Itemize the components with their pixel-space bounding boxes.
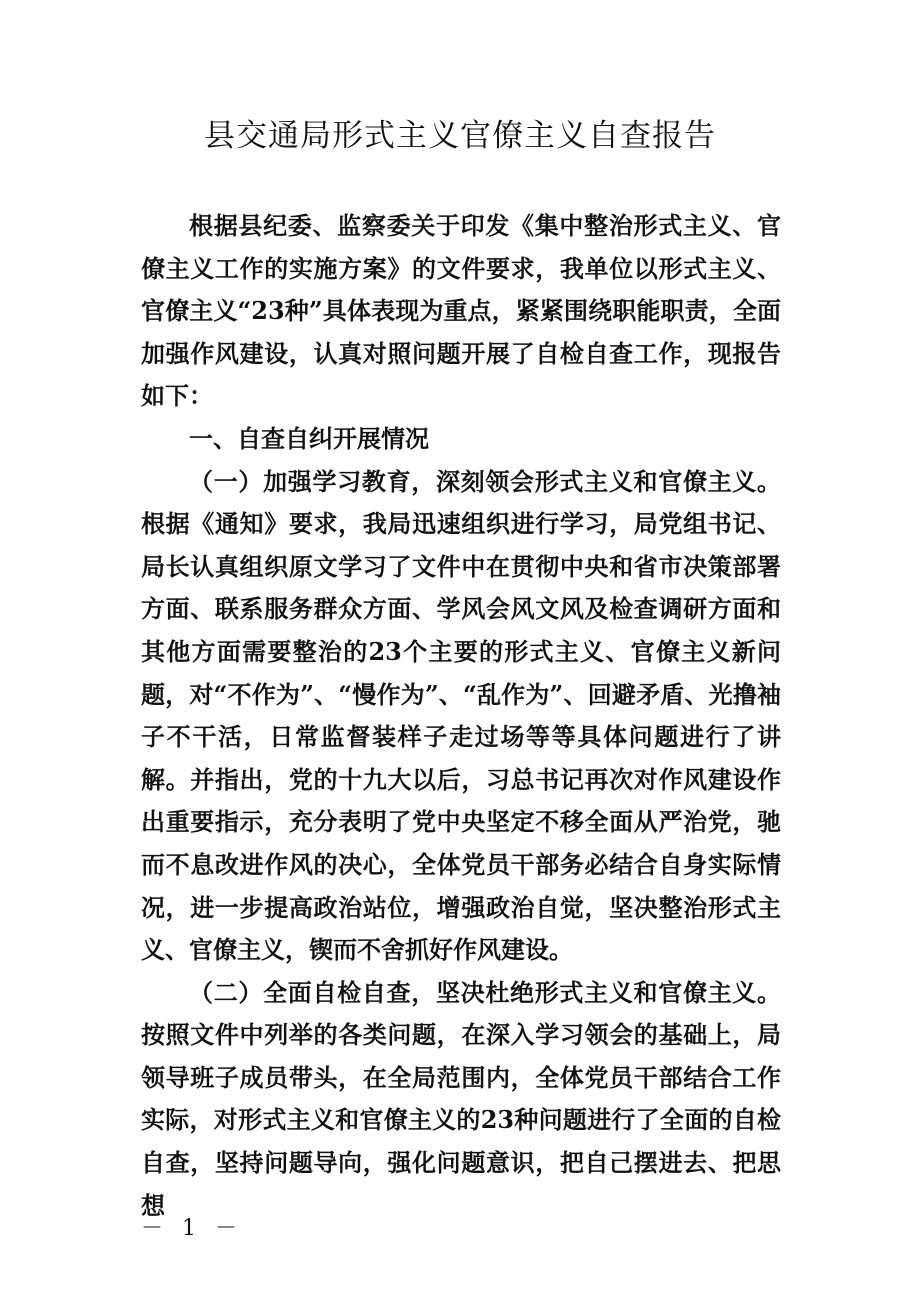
subsection-paragraph-2: （二）全面自检自查，坚决杜绝形式主义和官僚主义。按照文件中列举的各类问题，在深入学习领会的基础上，局领导班子成员带头，在全局范围内，全体党员干部结合工作实际，对形式主义和官僚主义的23种问题进行了全面的自检自查，坚持问题导向，强化问题意识，把自己摆进去、把思想 bbox=[141, 977, 781, 1220]
subsection-paragraph-1: （一）加强学习教育，深刻领会形式主义和官僚主义。根据《通知》要求，我局迅速组织进行学习，局党组书记、局长认真组织原文学习了文件中在贯彻中央和省市决策部署方面、联系服务群众方面、学风会风文风及检查调研方面和其他方面需要整治的23个主要的形式主义、官僚主义新问题，对“不作为”、“慢作为”、“乱作为”、回避矛盾、光撸袖子不干活，日常监督装样子走过场等等具体问题进行了讲解。并指出，党的十九大以后，习总书记再次对作风建设作出重要指示，充分表明了党中央坚定不移全面从严治党，驰而不息改进作风的决心，全体党员干部务必结合自身实际情况，进一步提高政治站位，增强政治自觉，坚决整治形式主义、官僚主义，锲而不舍抓好作风建设。 bbox=[141, 466, 781, 965]
document-body bbox=[141, 205, 781, 1227]
document-title: 县交通局形式主义官僚主义自查报告 bbox=[204, 118, 716, 154]
page-number: － 1 － bbox=[141, 1216, 243, 1241]
section-heading: 一、自查自纠开展情况 bbox=[189, 423, 429, 453]
intro-paragraph: 根据县纪委、监察委关于印发《集中整治形式主义、官僚主义工作的实施方案》的文件要求，我单位以形式主义、官僚主义“23种”具体表现为重点，紧紧围绕职能职责，全面加强作风建设，认真对照问题开展了自检自查工作，现报告如下： bbox=[141, 211, 781, 411]
